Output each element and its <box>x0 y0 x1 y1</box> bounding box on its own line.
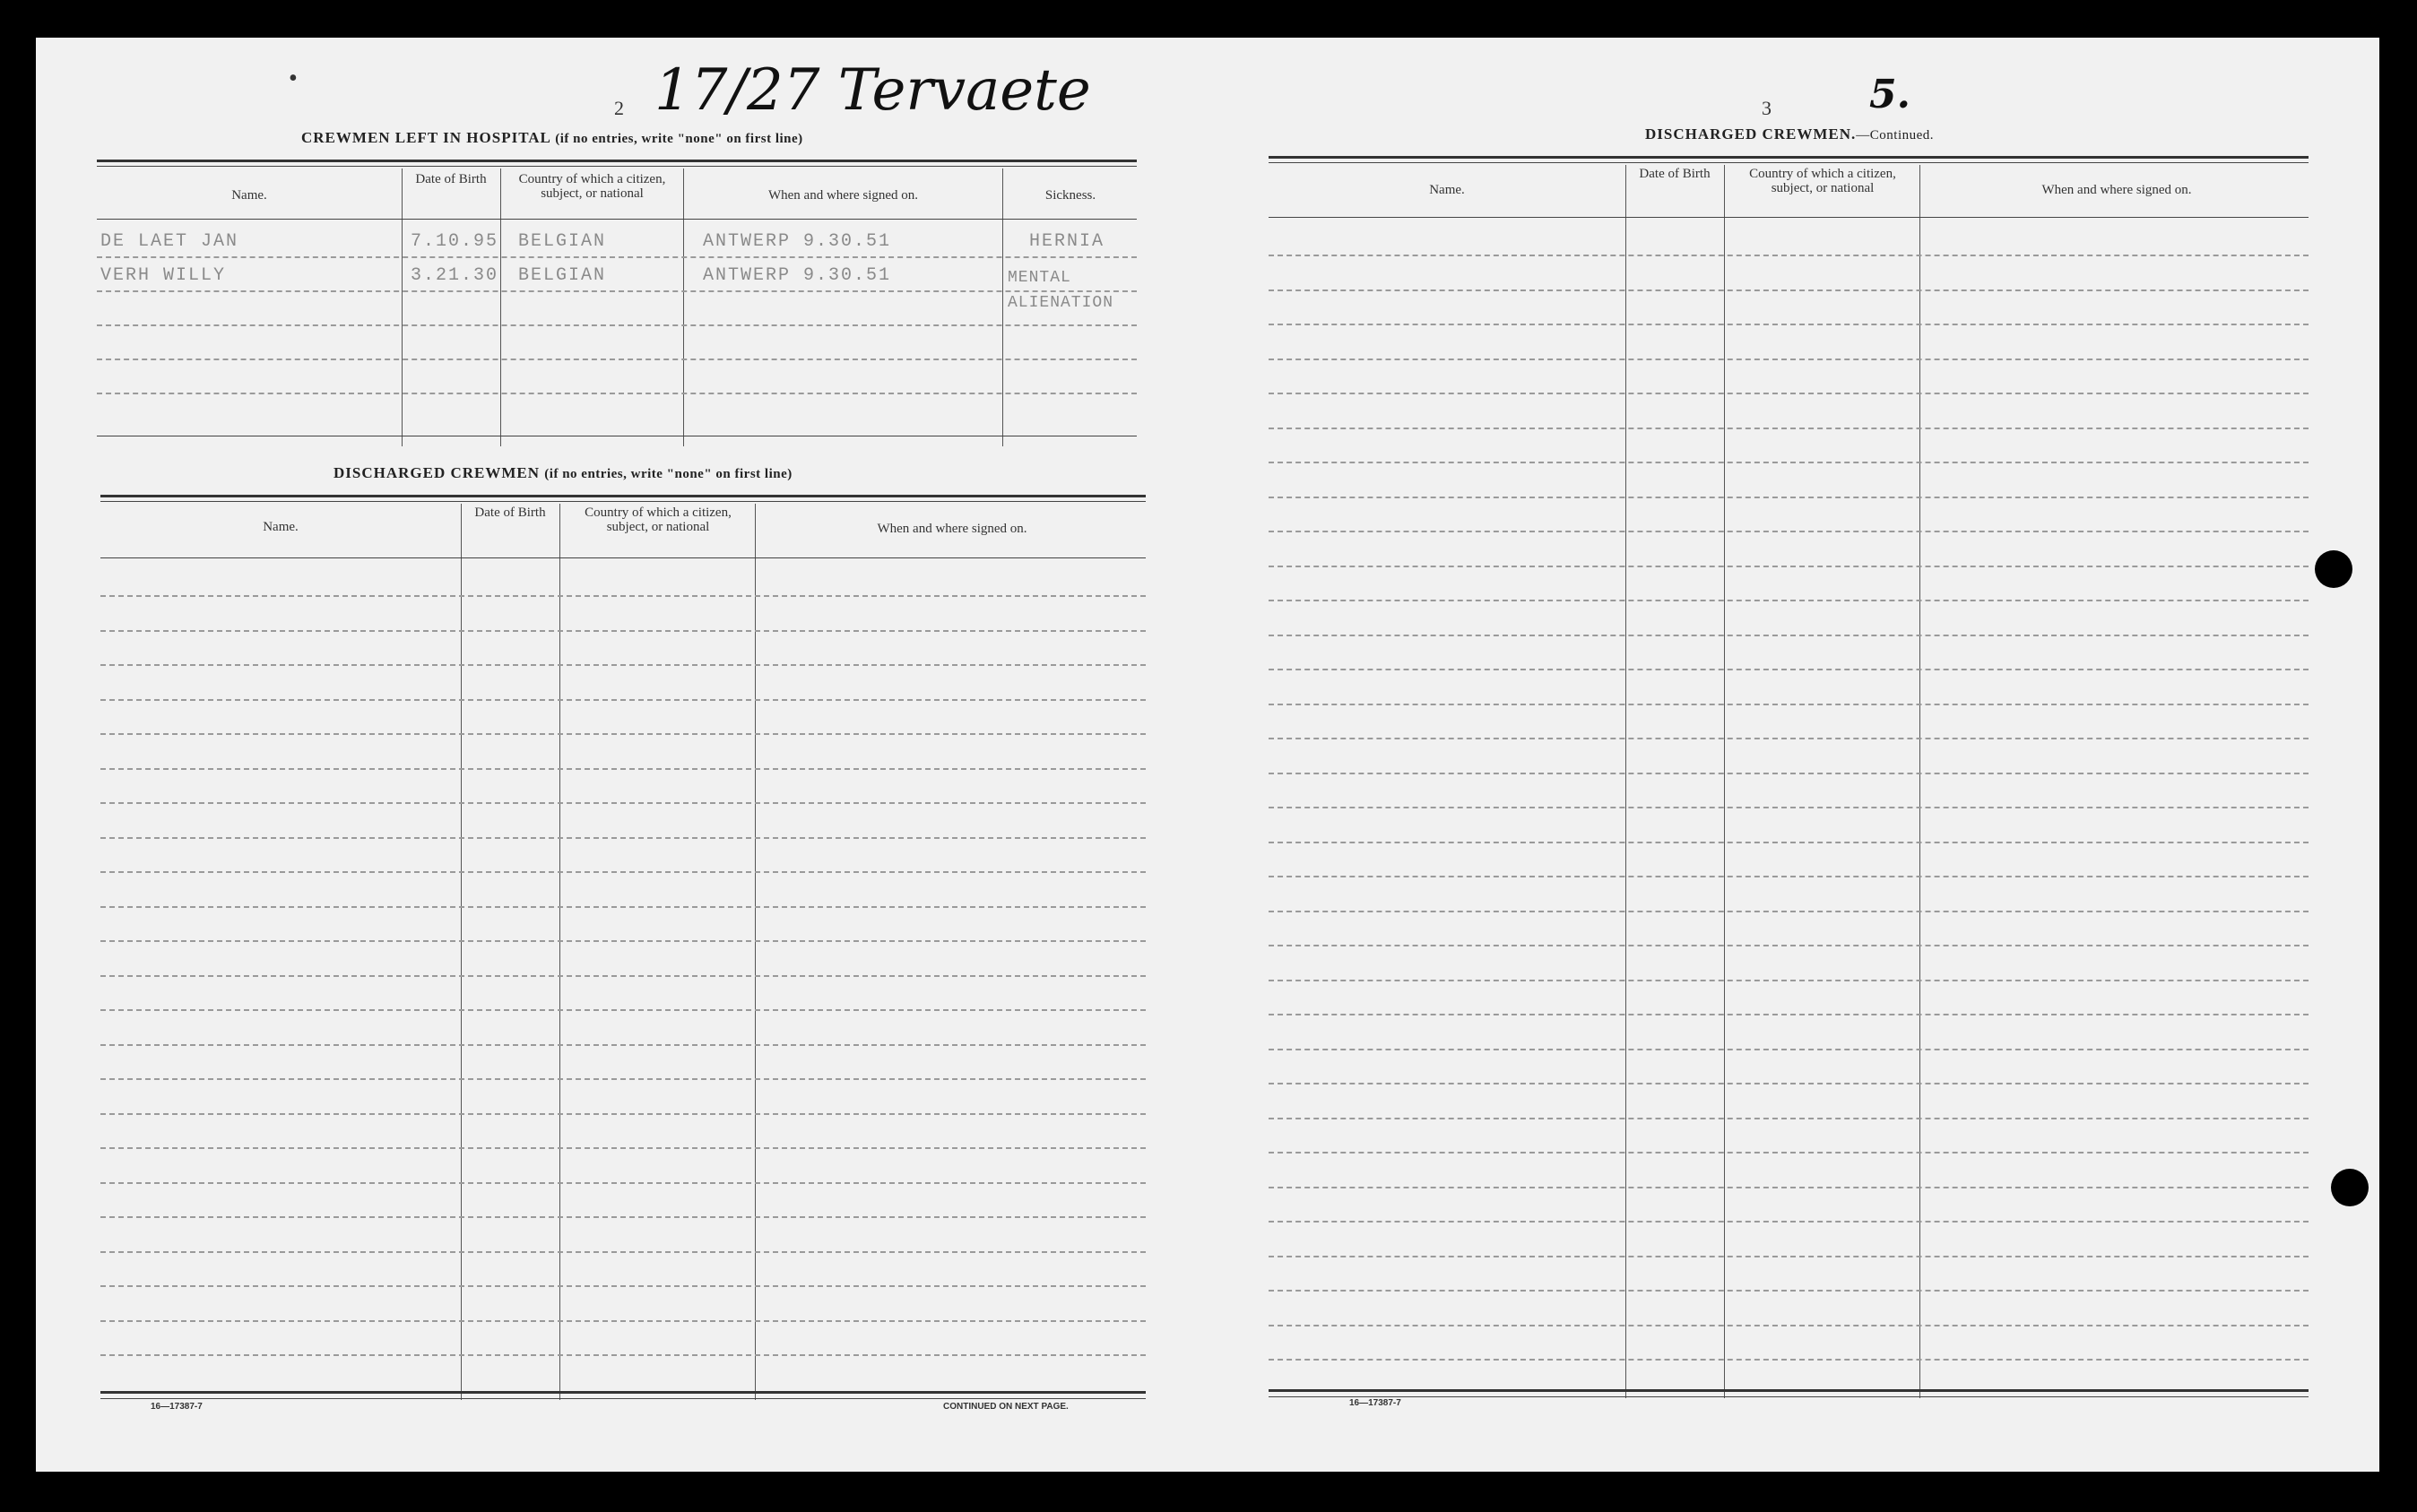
table-row-dob: 7.10.95 <box>411 231 499 252</box>
page-number: 2 <box>614 97 624 119</box>
blank-line <box>1269 842 2309 843</box>
blank-line <box>100 975 1146 977</box>
blank-line <box>1269 1221 2309 1223</box>
handwritten-annotation: 17/27 Tervaete <box>654 57 1091 124</box>
table-row-signed: ANTWERP 9.30.51 <box>703 231 892 252</box>
blank-line <box>100 1147 1146 1149</box>
blank-line <box>1269 600 2309 601</box>
page-number: 3 <box>1762 97 1772 119</box>
col-header-country: Country of which a citizen, subject, or national <box>518 172 666 201</box>
blank-line <box>100 1251 1146 1253</box>
blank-line <box>1269 566 2309 567</box>
blank-line <box>1269 1290 2309 1292</box>
col-header-name: Name. <box>263 520 299 534</box>
continued-note: CONTINUED ON NEXT PAGE. <box>943 1402 1069 1412</box>
blank-line <box>1269 1325 2309 1326</box>
blank-line <box>100 768 1146 770</box>
blank-line <box>1269 669 2309 670</box>
blank-line <box>100 664 1146 666</box>
handwritten-mark: 5. <box>1869 72 1910 117</box>
hospital-table <box>97 160 1137 478</box>
table-row-country: BELGIAN <box>518 231 607 252</box>
blank-line <box>1269 497 2309 498</box>
blank-line <box>1269 531 2309 532</box>
blank-line <box>1269 1187 2309 1188</box>
table-row-country: BELGIAN <box>518 265 607 286</box>
section-title <box>1645 125 1934 143</box>
punch-hole <box>2315 550 2352 588</box>
blank-line <box>1269 738 2309 739</box>
section-title <box>334 464 793 482</box>
col-header-signed: When and where signed on. <box>877 522 1027 536</box>
hospital-instruction: (if no entries, write "none" on first line) <box>555 132 803 146</box>
blank-line <box>1269 1014 2309 1015</box>
blank-line <box>1269 1152 2309 1153</box>
col-header-dob: Date of Birth <box>474 505 546 520</box>
ink-mark: • <box>289 65 298 92</box>
blank-line <box>100 1320 1146 1322</box>
table-row-dob: 3.21.30 <box>411 265 499 286</box>
blank-line <box>1269 289 2309 291</box>
blank-line <box>1269 1359 2309 1361</box>
blank-line <box>100 1182 1146 1184</box>
left-page <box>36 38 1192 1472</box>
blank-line <box>1269 773 2309 774</box>
punch-hole <box>2331 1169 2369 1206</box>
discharged-instruction: (if no entries, write "none" on first line) <box>544 467 793 481</box>
blank-line <box>100 1044 1146 1046</box>
blank-line <box>1269 393 2309 394</box>
blank-line <box>1269 428 2309 429</box>
col-header-name: Name. <box>1429 183 1465 197</box>
blank-line <box>1269 1083 2309 1084</box>
table-row-sickness: HERNIA <box>1029 231 1105 252</box>
document-sheet <box>36 38 2379 1472</box>
blank-line <box>100 871 1146 873</box>
hospital-title: CREWMEN LEFT IN HOSPITAL <box>301 129 550 146</box>
blank-line <box>100 1354 1146 1356</box>
blank-line <box>100 1216 1146 1218</box>
form-number: 16—17387-7 <box>151 1402 203 1412</box>
blank-line <box>100 733 1146 735</box>
blank-line <box>1269 704 2309 705</box>
blank-line <box>1269 1118 2309 1119</box>
blank-line <box>100 630 1146 632</box>
table-row-name: DE LAET JAN <box>100 231 239 252</box>
right-page <box>1224 38 2379 1472</box>
blank-line <box>1269 876 2309 877</box>
col-header-sickness: Sickness. <box>1044 188 1096 203</box>
table-row-signed: ANTWERP 9.30.51 <box>703 265 892 286</box>
blank-line <box>100 837 1146 839</box>
section-title <box>301 129 803 147</box>
discharged-table <box>100 495 1146 1436</box>
blank-line <box>1269 911 2309 912</box>
blank-line <box>100 1078 1146 1080</box>
table-row-name: VERH WILLY <box>100 265 227 286</box>
blank-line <box>1269 1049 2309 1050</box>
discharged-title: DISCHARGED CREWMEN <box>334 464 541 481</box>
blank-line <box>100 1285 1146 1287</box>
discharged-cont-suffix: —Continued. <box>1856 128 1935 143</box>
col-header-country: Country of which a citizen, subject, or national <box>1749 167 1896 195</box>
blank-line <box>1269 635 2309 636</box>
blank-line <box>100 906 1146 908</box>
blank-line <box>100 940 1146 942</box>
col-header-signed: When and where signed on. <box>2041 183 2192 197</box>
blank-line <box>1269 255 2309 256</box>
blank-line <box>100 802 1146 804</box>
blank-line <box>1269 807 2309 808</box>
blank-line <box>1269 462 2309 463</box>
col-header-dob: Date of Birth <box>415 172 487 186</box>
col-header-dob: Date of Birth <box>1639 167 1711 181</box>
blank-line <box>1269 945 2309 946</box>
col-header-name: Name. <box>231 188 267 203</box>
col-header-country: Country of which a citizen, subject, or national <box>585 505 732 534</box>
blank-line <box>100 595 1146 597</box>
discharged-cont-title: DISCHARGED CREWMEN. <box>1645 125 1857 143</box>
blank-line <box>100 699 1146 701</box>
blank-line <box>1269 324 2309 325</box>
discharged-continued-table <box>1269 156 2309 1438</box>
col-header-signed: When and where signed on. <box>767 188 919 203</box>
blank-line <box>1269 359 2309 360</box>
table-row-sickness: MENTAL ALIENATION <box>1008 269 1114 312</box>
blank-line <box>100 1009 1146 1011</box>
form-number: 16—17387-7 <box>1349 1398 1401 1408</box>
blank-line <box>1269 1256 2309 1257</box>
blank-line <box>100 1113 1146 1115</box>
blank-line <box>1269 980 2309 981</box>
